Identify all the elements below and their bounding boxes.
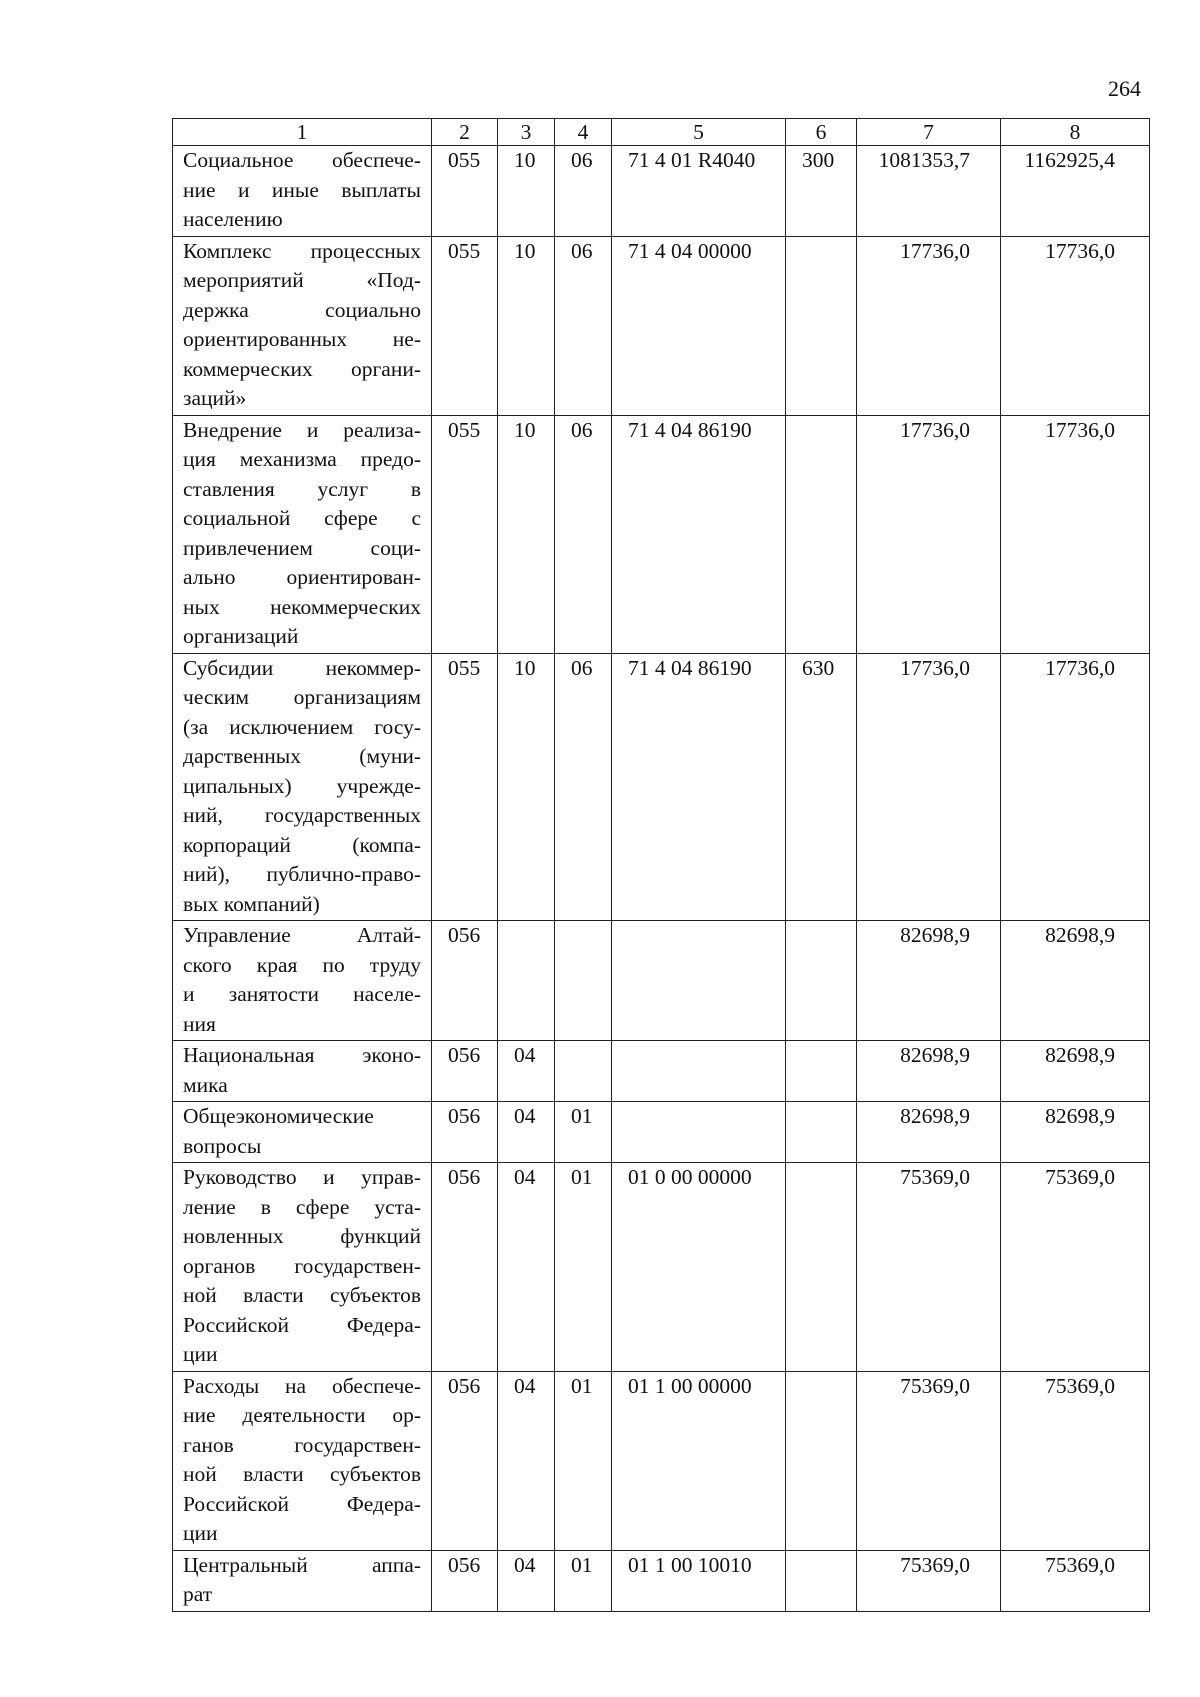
admin-code-cell: 056 bbox=[432, 1163, 498, 1372]
item-name-cell bbox=[173, 146, 432, 237]
header-cell: 4 bbox=[555, 119, 612, 146]
item-name-line: и занятости населе- bbox=[183, 982, 421, 1006]
subsection-cell: 06 bbox=[555, 653, 612, 921]
item-name-line: Общеэкономические bbox=[183, 1104, 374, 1128]
admin-code-cell: 055 bbox=[432, 146, 498, 237]
item-name-line: ние деятельности ор- bbox=[183, 1403, 421, 1427]
subsection-cell: 06 bbox=[555, 236, 612, 415]
item-name-line: ление в сфере уста- bbox=[183, 1194, 421, 1219]
item-name-line: ориентированных не- bbox=[183, 327, 421, 351]
amount-year2-cell: 75369,0 bbox=[1001, 1550, 1150, 1611]
expense-type-cell bbox=[786, 1102, 857, 1163]
item-name-cell bbox=[173, 415, 432, 653]
item-name-line: организаций bbox=[183, 624, 299, 648]
section-cell: 04 bbox=[498, 1102, 555, 1163]
table-row bbox=[173, 1163, 1150, 1372]
amount-year2-cell: 17736,0 bbox=[1001, 415, 1150, 653]
item-name-line: ной власти субъектов bbox=[183, 1283, 421, 1307]
header-cell: 8 bbox=[1001, 119, 1150, 146]
amount-year1-cell: 17736,0 bbox=[857, 653, 1001, 921]
table-row bbox=[173, 1371, 1150, 1550]
amount-year2-cell: 82698,9 bbox=[1001, 921, 1150, 1041]
amount-year2-cell: 75369,0 bbox=[1001, 1163, 1150, 1372]
amount-year2-cell: 82698,9 bbox=[1001, 1041, 1150, 1102]
subsection-cell: 01 bbox=[555, 1371, 612, 1550]
amount-year2-cell: 82698,9 bbox=[1001, 1102, 1150, 1163]
target-article-cell bbox=[612, 921, 786, 1041]
target-article-cell bbox=[612, 1041, 786, 1102]
item-name-line: (за исключением госу- bbox=[183, 714, 421, 739]
budget-table bbox=[172, 118, 1150, 1612]
item-name-cell bbox=[173, 1163, 432, 1372]
item-name-cell bbox=[173, 653, 432, 921]
item-name-cell bbox=[173, 921, 432, 1041]
target-article-cell: 01 1 00 00000 bbox=[612, 1371, 786, 1550]
subsection-cell: 01 bbox=[555, 1550, 612, 1611]
amount-year1-cell: 75369,0 bbox=[857, 1550, 1001, 1611]
item-name-cell bbox=[173, 236, 432, 415]
subsection-cell: 01 bbox=[555, 1163, 612, 1372]
item-name-line: ции bbox=[183, 1521, 218, 1545]
header-cell: 7 bbox=[857, 119, 1001, 146]
admin-code-cell: 056 bbox=[432, 1371, 498, 1550]
section-cell: 10 bbox=[498, 653, 555, 921]
item-name-line: рат bbox=[183, 1582, 213, 1606]
expense-type-cell bbox=[786, 415, 857, 653]
target-article-cell: 71 4 04 86190 bbox=[612, 415, 786, 653]
item-name-line: ния bbox=[183, 1011, 216, 1036]
expense-type-cell bbox=[786, 1550, 857, 1611]
expense-type-cell bbox=[786, 1041, 857, 1102]
item-name-line: Российской Федера- bbox=[183, 1491, 421, 1516]
item-name-line: ганов государствен- bbox=[183, 1432, 421, 1457]
item-name-line: Расходы на обеспече- bbox=[183, 1373, 421, 1398]
item-name-line: Российской Федера- bbox=[183, 1312, 421, 1337]
header-row bbox=[173, 119, 1150, 146]
item-name-line: ставления услуг в bbox=[183, 476, 421, 501]
item-name-line: Национальная эконо- bbox=[183, 1043, 421, 1067]
section-cell: 04 bbox=[498, 1550, 555, 1611]
header-cell: 3 bbox=[498, 119, 555, 146]
item-name-line: держка социально bbox=[183, 297, 421, 322]
header-cell: 5 bbox=[612, 119, 786, 146]
item-name-line: ции bbox=[183, 1342, 218, 1366]
amount-year1-cell: 82698,9 bbox=[857, 921, 1001, 1041]
section-cell: 04 bbox=[498, 1163, 555, 1372]
item-name-cell bbox=[173, 1550, 432, 1611]
header-cell: 1 bbox=[173, 119, 432, 146]
item-name-line: привлечением соци- bbox=[183, 535, 421, 560]
item-name-line: корпораций (компа- bbox=[183, 832, 421, 857]
amount-year1-cell: 17736,0 bbox=[857, 236, 1001, 415]
admin-code-cell: 056 bbox=[432, 921, 498, 1041]
section-cell bbox=[498, 921, 555, 1041]
target-article-cell bbox=[612, 1102, 786, 1163]
item-name-line: Социальное обеспече- bbox=[183, 148, 421, 172]
expense-type-cell bbox=[786, 921, 857, 1041]
amount-year2-cell: 17736,0 bbox=[1001, 653, 1150, 921]
item-name-line: Внедрение и реализа- bbox=[183, 417, 421, 442]
item-name-cell bbox=[173, 1102, 432, 1163]
table-row bbox=[173, 1550, 1150, 1611]
item-name-line: ципальных) учрежде- bbox=[183, 773, 421, 798]
table-row bbox=[173, 415, 1150, 653]
section-cell: 10 bbox=[498, 146, 555, 237]
table-row bbox=[173, 1041, 1150, 1102]
amount-year1-cell: 1081353,7 bbox=[857, 146, 1001, 237]
expense-type-cell bbox=[786, 1371, 857, 1550]
admin-code-cell: 055 bbox=[432, 236, 498, 415]
item-name-line: ной власти субъектов bbox=[183, 1462, 421, 1486]
table-row bbox=[173, 653, 1150, 921]
target-article-cell: 01 1 00 10010 bbox=[612, 1550, 786, 1611]
table-body bbox=[173, 146, 1150, 1612]
item-name-line: мероприятий «Под- bbox=[183, 268, 421, 292]
table-row bbox=[173, 1102, 1150, 1163]
item-name-line: ально ориентирован- bbox=[183, 565, 421, 589]
expense-type-cell bbox=[786, 236, 857, 415]
section-cell: 10 bbox=[498, 415, 555, 653]
item-name-line: коммерческих органи- bbox=[183, 356, 421, 381]
subsection-cell bbox=[555, 1041, 612, 1102]
subsection-cell: 06 bbox=[555, 146, 612, 237]
target-article-cell: 71 4 04 00000 bbox=[612, 236, 786, 415]
item-name-line: ция механизма предо- bbox=[183, 447, 421, 471]
item-name-line: социальной сфере с bbox=[183, 506, 421, 530]
item-name-line: населению bbox=[183, 207, 283, 231]
item-name-line: новленных функций bbox=[183, 1224, 421, 1248]
item-name-line: Руководство и управ- bbox=[183, 1165, 421, 1189]
target-article-cell: 01 0 00 00000 bbox=[612, 1163, 786, 1372]
item-name-line: вых компаний) bbox=[183, 891, 320, 916]
table-row bbox=[173, 921, 1150, 1041]
admin-code-cell: 056 bbox=[432, 1550, 498, 1611]
amount-year1-cell: 82698,9 bbox=[857, 1041, 1001, 1102]
item-name-cell bbox=[173, 1041, 432, 1102]
amount-year1-cell: 17736,0 bbox=[857, 415, 1001, 653]
admin-code-cell: 056 bbox=[432, 1041, 498, 1102]
amount-year1-cell: 75369,0 bbox=[857, 1163, 1001, 1372]
item-name-line: Комплекс процессных bbox=[183, 238, 421, 263]
header-cell: 2 bbox=[432, 119, 498, 146]
item-name-line: мика bbox=[183, 1072, 228, 1097]
amount-year2-cell: 1162925,4 bbox=[1001, 146, 1150, 237]
amount-year1-cell: 75369,0 bbox=[857, 1371, 1001, 1550]
table-row bbox=[173, 146, 1150, 237]
item-name-line: заций» bbox=[183, 386, 247, 410]
subsection-cell: 06 bbox=[555, 415, 612, 653]
section-cell: 04 bbox=[498, 1371, 555, 1550]
subsection-cell bbox=[555, 921, 612, 1041]
target-article-cell: 71 4 04 86190 bbox=[612, 653, 786, 921]
expense-type-cell bbox=[786, 1163, 857, 1372]
item-name-line: ского края по труду bbox=[183, 952, 421, 977]
admin-code-cell: 055 bbox=[432, 415, 498, 653]
item-name-line: ческим организациям bbox=[183, 685, 421, 709]
item-name-cell bbox=[173, 1371, 432, 1550]
admin-code-cell: 056 bbox=[432, 1102, 498, 1163]
item-name-line: ных некоммерческих bbox=[183, 594, 421, 619]
expense-type-cell: 630 bbox=[786, 653, 857, 921]
item-name-line: ний, государственных bbox=[183, 803, 421, 827]
target-article-cell: 71 4 01 R4040 bbox=[612, 146, 786, 237]
item-name-line: Субсидии некоммер- bbox=[183, 655, 421, 680]
amount-year1-cell: 82698,9 bbox=[857, 1102, 1001, 1163]
amount-year2-cell: 17736,0 bbox=[1001, 236, 1150, 415]
page-number: 264 bbox=[1108, 76, 1141, 101]
header-cell: 6 bbox=[786, 119, 857, 146]
item-name-line: дарственных (муни- bbox=[183, 744, 421, 768]
section-cell: 04 bbox=[498, 1041, 555, 1102]
item-name-line: Управление Алтай- bbox=[183, 923, 421, 947]
subsection-cell: 01 bbox=[555, 1102, 612, 1163]
admin-code-cell: 055 bbox=[432, 653, 498, 921]
section-cell: 10 bbox=[498, 236, 555, 415]
item-name-line: вопросы bbox=[183, 1133, 262, 1158]
item-name-line: ний), публично-право- bbox=[183, 862, 421, 886]
amount-year2-cell: 75369,0 bbox=[1001, 1371, 1150, 1550]
table-row bbox=[173, 236, 1150, 415]
item-name-line: Центральный аппа- bbox=[183, 1552, 421, 1577]
item-name-line: ние и иные выплаты bbox=[183, 177, 421, 202]
expense-type-cell: 300 bbox=[786, 146, 857, 237]
item-name-line: органов государствен- bbox=[183, 1253, 421, 1278]
